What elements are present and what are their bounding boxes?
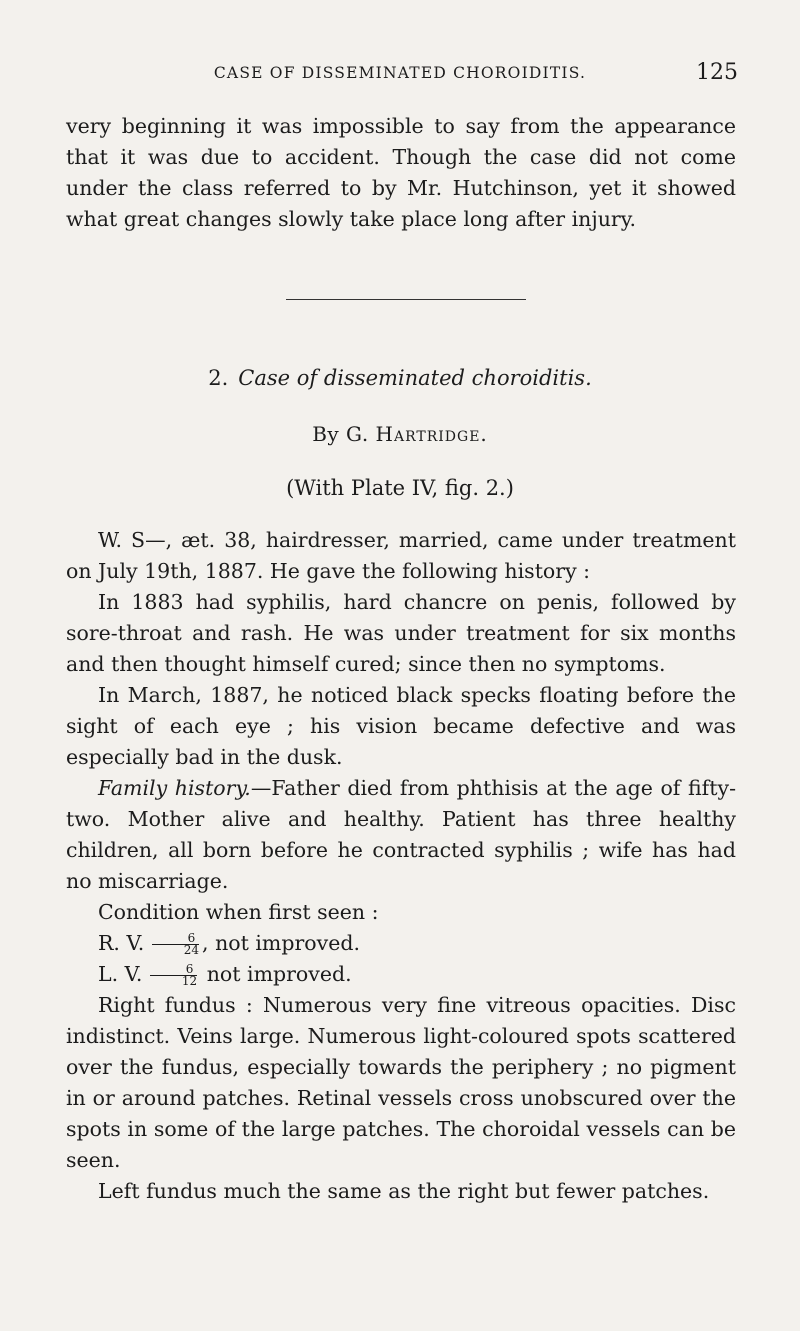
running-title: CASE OF DISSEMINATED CHOROIDITIS. (213, 64, 587, 82)
plate-reference: (With Plate IV, fig. 2.) (286, 476, 514, 500)
left-vision-prefix: L. V. (98, 962, 143, 986)
case-title (0, 366, 800, 390)
family-history-paragraph (66, 773, 736, 897)
intro-paragraph: very beginning it was impossible to say from the appearance that it was due to accident. Though the case did not come under the class referred to by Mr. Hutchinson, yet it showed what great changes slowly take place long after injury. (66, 114, 736, 231)
right-vision-suffix: , not improved. (202, 931, 360, 955)
case-body (66, 525, 736, 1207)
author-line (0, 422, 800, 446)
left-vision-numerator: 6 (185, 962, 194, 976)
body-paragraph-march: In March, 1887, he noticed black specks floating before the sight of each eye ; his vision became defective and was especially bad in the dusk. (66, 683, 736, 769)
page-number: 125 (696, 60, 738, 85)
family-history-label: Family history. (98, 776, 251, 800)
left-vision-suffix: not improved. (200, 962, 352, 986)
intro-paragraph-block (66, 111, 736, 235)
right-vision-numerator: 6 (187, 931, 196, 945)
case-title-text: Case of disseminated choroiditis. (238, 366, 592, 390)
case-number: 2. (208, 366, 229, 390)
left-fundus-paragraph: Left fundus much the same as the right but fewer patches. (98, 1179, 710, 1203)
left-vision-denominator: 12 (150, 975, 197, 987)
left-vision-line (66, 959, 736, 990)
author-name: Hartridge. (375, 422, 488, 446)
condition-line: Condition when first seen : (98, 900, 379, 924)
body-paragraph-history: W. S—, æt. 38, hairdresser, married, came under treatment on July 19th, 1887. He gave the following history : (66, 528, 736, 583)
author-by: By G. (312, 422, 369, 446)
body-paragraph-syphilis: In 1883 had syphilis, hard chancre on penis, followed by sore-throat and rash. He was under treatment for six months and then thought himself cured; since then no symptoms. (66, 590, 736, 676)
right-vision-fraction (152, 933, 199, 956)
right-vision-denominator: 24 (152, 944, 199, 956)
right-vision-prefix: R. V. (98, 931, 145, 955)
right-fundus-paragraph: Right fundus : Numerous very fine vitreous opacities. Disc indistinct. Veins large. Numerous light-coloured spots scattered over the fundus, especially towards the periphery ; no pigment in or around patches. Retinal vessels cross unobscured over the spots in some of the large patches. The choroidal vessels can be seen. (66, 993, 736, 1172)
family-history-text: —Father died from phthisis at the age of fifty-two. Mother alive and healthy. Patient has three healthy children, all born before he contracted syphilis ; wife has had no miscarriage. (66, 776, 736, 893)
page-header (0, 60, 800, 88)
section-divider (286, 299, 526, 300)
right-vision-line (66, 928, 736, 959)
left-vision-fraction (150, 964, 197, 987)
